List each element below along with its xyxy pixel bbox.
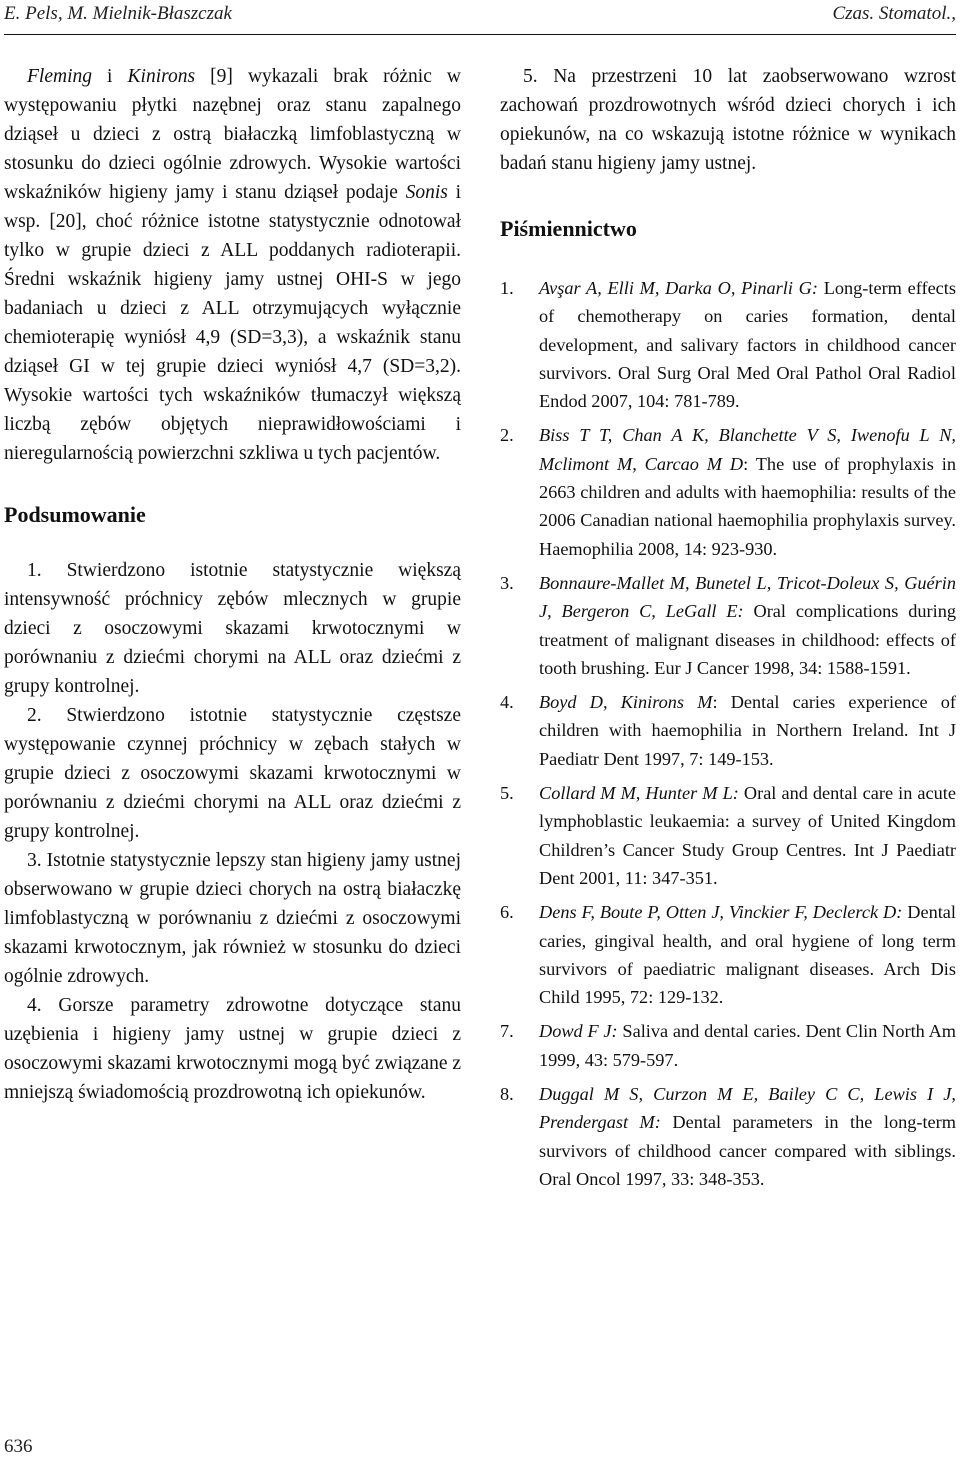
reference-details: Dental parameters in the long-term survivors of childhood cancer compared with siblings. Oral Oncol 1997, 33: 348-353.	[539, 1112, 956, 1189]
reference-number: 2.	[500, 425, 514, 446]
right-column	[500, 62, 956, 1199]
reference-item	[500, 779, 956, 892]
reference-number: 1.	[500, 278, 514, 298]
reference-item	[500, 421, 956, 562]
citation-author: Fleming	[27, 66, 92, 87]
reference-list	[500, 274, 956, 1193]
reference-number: 8.	[500, 1084, 514, 1105]
running-header-journal: Czas. Stomatol.,	[832, 3, 956, 24]
reference-authors: Duggal M S, Curzon M E, Bailey C C, Lewis I J, Prendergast M:	[539, 1084, 956, 1133]
reference-details: Oral and dental care in acute lymphoblastic leukaemia: a survey of United Kingdom Children’s Cancer Study Group Centres. Int J Paediatr Dent 2001, 11: 347-351.	[539, 783, 956, 888]
reference-number: 3.	[500, 572, 514, 593]
reference-item	[500, 569, 956, 682]
reference-details: Long-term effects of chemotherapy on caries formation, dental development, and salivary factors in childhood cancer survivors. Oral Surg Oral Med Oral Pathol Oral Radiol Endod 2007, 104: 781-789.	[539, 278, 956, 412]
reference-number: 6.	[500, 902, 514, 923]
conclusion-item: 5. Na przestrzeni 10 lat zaobserwowano wzrost zachowań prozdrowotnych wśród dzieci chorych i ich opiekunów, na co wskazują istotne różnice w wynikach badań stanu higieny jamy ustnej.	[500, 66, 956, 174]
reference-authors: Avşar A, Elli M, Darka O, Pinarli G:	[539, 278, 818, 298]
reference-number: 5.	[500, 783, 514, 804]
text-run: i	[91, 66, 128, 87]
reference-authors: Biss T T, Chan A K, Blanchette V S, Iwenofu L N, Mclimont M, Carcao M D	[539, 425, 956, 474]
reference-authors: Boyd D, Kinirons M	[539, 692, 713, 713]
reference-details: Dental caries, gingival health, and oral hygiene of long term survivors of paediatric malignant diseases. Arch Dis Child 1995, 72: 129-132.	[539, 902, 956, 1008]
citation-author: Kinirons	[127, 66, 196, 87]
reference-authors: Bonnaure-Mallet M, Bunetel L, Tricot-Doleux S, Guérin J, Bergeron C, LeGall E:	[539, 572, 956, 622]
header-rule	[4, 34, 956, 35]
conclusion-item: 1. Stwierdzono istotnie statystycznie większą intensywność próchnicy zębów mlecznych w grupie dzieci z osoczowymi skazami krwotocznymi w porównaniu z dziećmi chorymi na ALL oraz dziećmi z grupy kontrolnej.	[4, 560, 461, 697]
reference-details: Oral complications during treatment of malignant diseases in childhood: effects of tooth brushing. Eur J Cancer 1998, 34: 1588-1591.	[539, 601, 956, 678]
reference-number: 7.	[500, 1021, 514, 1042]
reference-details: : The use of prophylaxis in 2663 children and adults with haemophilia: results of the 2006 Canadian national haemophilia prophylaxis survey. Haemophilia 2008, 14: 923-930.	[539, 453, 956, 559]
section-heading-references: Piśmiennictwo	[500, 216, 637, 241]
conclusion-item: 4. Gorsze parametry zdrowotne dotyczące stanu uzębienia i higieny jamy ustnej w grupie dzieci z osoczowymi skazami krwotocznymi mogą być związane z mniejszą świadomością prozdrowotną ich opiekunów.	[4, 995, 462, 1103]
left-column	[4, 62, 461, 1107]
reference-details: Saliva and dental caries. Dent Clin North Am 1999, 43: 579-597.	[539, 1021, 957, 1070]
reference-item	[500, 274, 956, 415]
reference-item	[500, 1017, 956, 1074]
reference-details: : Dental caries experience of children with haemophilia in Northern Ireland. Int J Paediatr Dent 1997, 7: 149-153.	[539, 692, 956, 769]
text-run: i wsp. [20], choć różnice istotne statystycznie odnotował tylko w grupie dzieci z ALL poddanych radioterapii. Średni wskaźnik higieny jamy ustnej OHI-S w jego badaniach u dzieci z ALL otrzymujących wyłącznie chemioterapię wyniósł 4,9 (SD=3,3), a wskaźnik stanu dziąseł GI w tej grupie dzieci wyniósł 4,7 (SD=3,2). Wysokie wartości tych wskaźników tłumaczył większą liczbą zębów objętych nieprawidłowościami i nieregularnością powierzchni szkliwa u tych pacjentów.	[4, 182, 461, 464]
conclusion-item: 2. Stwierdzono istotnie statystycznie częstsze występowanie czynnej próchnicy w zębach stałych w grupie dzieci z osoczowymi skazami krwotocznymi w porównaniu z dziećmi chorymi na ALL oraz dziećmi z grupy kontrolnej.	[4, 705, 461, 842]
running-header-authors: E. Pels, M. Mielnik-Błaszczak	[4, 3, 232, 24]
reference-authors: Dowd F J:	[539, 1021, 618, 1042]
reference-item	[500, 1080, 956, 1193]
citation-author: Sonis	[405, 182, 448, 203]
reference-authors: Dens F, Boute P, Otten J, Vinckier F, Declerck D:	[539, 902, 903, 923]
discussion-paragraph	[4, 62, 461, 468]
reference-item	[500, 688, 956, 773]
reference-item	[500, 898, 956, 1011]
conclusion-item: 3. Istotnie statystycznie lepszy stan higieny jamy ustnej obserwowano w grupie dzieci chorych na ostrą białaczkę limfoblastyczną w porównaniu z dziećmi z osoczowymi skazami krwotocznym, jak również w stosunku do dzieci ogólnie zdrowych.	[4, 850, 461, 987]
page-number: 636	[4, 1436, 33, 1457]
text-run: [9] wykazali brak różnic w występowaniu płytki nazębnej oraz stanu zapalnego dziąseł u dzieci z ostrą białaczką limfoblastyczną w stosunku do dzieci ogólnie zdrowych. Wysokie wartości wskaźników higieny jamy i stanu dziąseł podaje	[4, 66, 462, 203]
section-heading-summary: Podsumowanie	[4, 502, 146, 527]
reference-authors: Collard M M, Hunter M L:	[539, 783, 739, 804]
reference-number: 4.	[500, 692, 514, 713]
